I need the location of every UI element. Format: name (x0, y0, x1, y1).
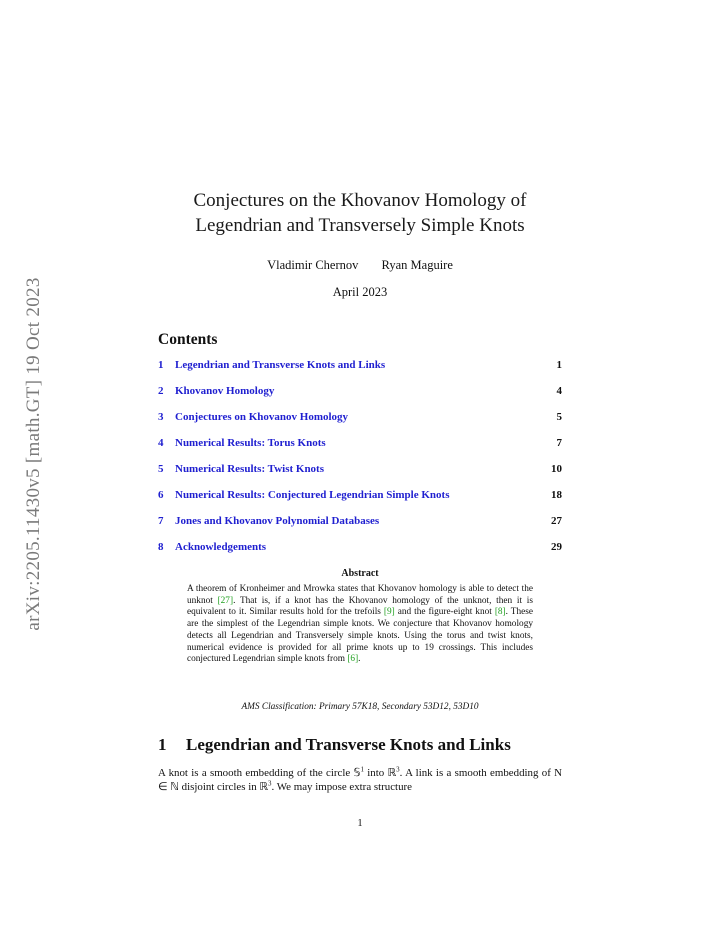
toc-title: Numerical Results: Conjectured Legendrian Simple Knots (175, 489, 450, 501)
date: April 2023 (332, 285, 388, 299)
section-title: Legendrian and Transverse Knots and Links (186, 735, 511, 754)
title-line-2: Legendrian and Transversely Simple Knots (195, 215, 525, 236)
citation-link[interactable]: [27] (217, 595, 234, 606)
toc-title: Legendrian and Transverse Knots and Links (175, 359, 386, 371)
contents-heading: Contents (158, 331, 218, 348)
body-segment: A knot is a smooth embedding of the circle 𝕊 (158, 767, 361, 779)
title-line-1: Conjectures on the Khovanov Homology of (193, 190, 527, 211)
superscript: 3 (268, 779, 272, 788)
abstract-text (187, 584, 533, 666)
toc-row (158, 411, 562, 437)
toc-link-3[interactable] (158, 411, 348, 423)
toc-num: 5 (158, 463, 164, 475)
table-of-contents (158, 359, 562, 567)
author-1: Vladimir Chernov (267, 258, 359, 272)
section-body (158, 766, 562, 794)
superscript: 3 (396, 765, 400, 774)
toc-row (158, 359, 562, 385)
section-heading (158, 735, 511, 755)
toc-title: Khovanov Homology (175, 385, 275, 397)
citation-link[interactable]: [9] (383, 607, 395, 618)
author-2: Ryan Maguire (381, 258, 453, 272)
abstract-segment: . That is, if a knot has the Khovanov homology of the unknot, then it is equivalent to it. Similar results hold for the trefoils (187, 595, 533, 618)
toc-title: Numerical Results: Torus Knots (175, 437, 326, 449)
abstract-segment: A theorem of Kronheimer and Mrowka states that Khovanov homology is able to detect the unknot (187, 584, 533, 606)
toc-title: Acknowledgements (175, 541, 267, 553)
abstract-heading: Abstract (341, 568, 379, 579)
toc-row (158, 437, 562, 463)
toc-row (158, 463, 562, 489)
toc-page: 27 (551, 515, 562, 527)
authors (0, 258, 720, 273)
body-segment: into ℝ (363, 767, 397, 779)
body-segment: . We may impose extra structure (271, 781, 412, 793)
toc-num: 7 (158, 515, 164, 527)
toc-num: 8 (158, 541, 164, 553)
page-number: 1 (357, 818, 363, 829)
toc-link-7[interactable] (158, 515, 379, 527)
toc-num: 2 (158, 385, 164, 397)
citation-link[interactable]: [6] (347, 654, 359, 665)
toc-link-2[interactable] (158, 385, 274, 397)
toc-link-6[interactable] (158, 489, 449, 501)
toc-row (158, 489, 562, 515)
toc-title: Jones and Khovanov Polynomial Databases (175, 515, 380, 527)
body-segment: . A link is a smooth embedding of N ∈ ℕ disjoint circles in ℝ (158, 767, 562, 793)
toc-row (158, 385, 562, 411)
toc-num: 3 (158, 411, 164, 423)
abstract-segment: . (358, 654, 361, 665)
toc-page: 4 (556, 385, 562, 397)
toc-link-1[interactable] (158, 359, 385, 371)
ams-classification: AMS Classification: Primary 57K18, Secondary 53D12, 53D10 (241, 702, 479, 712)
toc-row (158, 541, 562, 567)
section-number: 1 (158, 735, 167, 754)
toc-page: 18 (551, 489, 562, 501)
toc-page: 10 (551, 463, 562, 475)
arxiv-stamp: arXiv:2205.11430v5 [math.GT] 19 Oct 2023 (23, 277, 44, 631)
toc-num: 4 (158, 437, 164, 449)
superscript: 1 (360, 765, 364, 774)
toc-page: 7 (556, 437, 562, 449)
toc-num: 6 (158, 489, 164, 501)
toc-page: 5 (556, 411, 562, 423)
toc-title: Numerical Results: Twist Knots (175, 463, 325, 475)
abstract-segment: and the figure-eight knot (394, 607, 495, 618)
citation-link[interactable]: [8] (494, 607, 506, 618)
toc-link-5[interactable] (158, 463, 324, 475)
toc-row (158, 515, 562, 541)
toc-link-4[interactable] (158, 437, 326, 449)
abstract-segment: . These are the simplest of the Legendrian simple knots. We conjecture that Khovanov homology detects all Legendrian and Transversely simple knots. Using the torus and twist knots, numerical evidence is provided for all prime knots up to 19 crossings. This includes conjectured Legendrian simple knots from (187, 607, 533, 665)
toc-num: 1 (158, 359, 164, 371)
toc-title: Conjectures on Khovanov Homology (175, 411, 349, 423)
paper-title (0, 188, 720, 238)
toc-link-8[interactable] (158, 541, 266, 553)
toc-page: 1 (556, 359, 562, 371)
toc-page: 29 (551, 541, 562, 553)
